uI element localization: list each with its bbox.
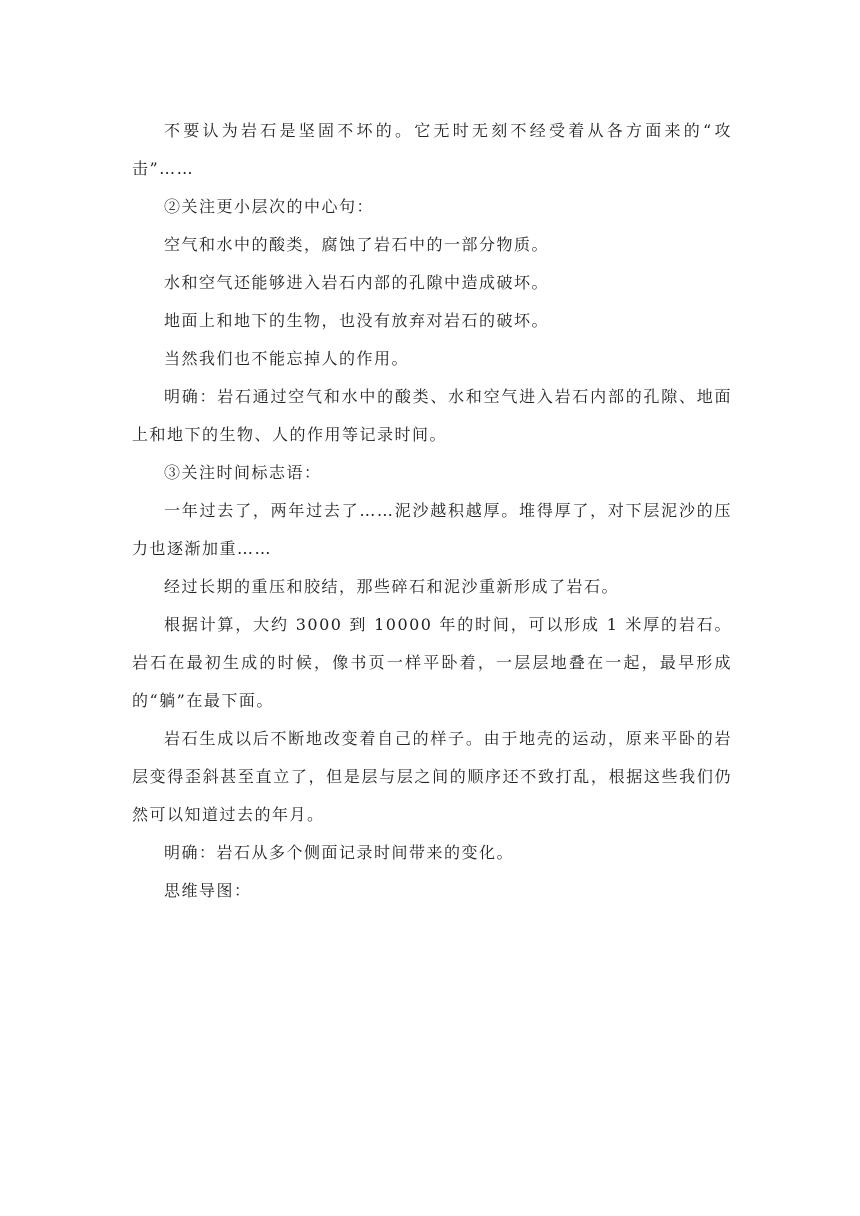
paragraph-rock-attack: 不要认为岩石是坚固不坏的。它无时无刻不经受着从各方面来的“攻击”…… (132, 121, 732, 178)
paragraph-conclusion-1: 明确：岩石通过空气和水中的酸类、水和空气进入岩石内部的孔隙、地面上和地下的生物、人的作用等记录时间。 (132, 387, 732, 444)
heading-mind-map: 思维导图： (164, 881, 252, 900)
paragraph-years-pass: 一年过去了，两年过去了……泥沙越积越厚。堆得厚了，对下层泥沙的压力也逐渐加重…… (132, 501, 732, 558)
document-body (132, 112, 732, 910)
paragraph-water-air-pores: 水和空气还能够进入岩石内部的孔隙中造成破坏。 (164, 273, 550, 292)
paragraph-crust-movement: 岩石生成以后不断地改变着自己的样子。由于地壳的运动，原来平卧的岩层变得歪斜甚至直立了，但是层与层之间的顺序还不致打乱，根据这些我们仍然可以知道过去的年月。 (132, 729, 732, 824)
heading-time-markers: ③关注时间标志语： (164, 463, 322, 482)
paragraph-rock-formation: 经过长期的重压和胶结，那些碎石和泥沙重新形成了岩石。 (164, 577, 620, 596)
paragraph-conclusion-2: 明确：岩石从多个侧面记录时间带来的变化。 (164, 843, 515, 862)
paragraph-calculation: 根据计算，大约 3000 到 10000 年的时间，可以形成 1 米厚的岩石。岩石在最初生成的时候，像书页一样平卧着，一层层地叠在一起，最早形成的“躺”在最下面。 (132, 615, 732, 710)
paragraph-human-role: 当然我们也不能忘掉人的作用。 (164, 349, 410, 368)
paragraph-acid-corrosion: 空气和水中的酸类，腐蚀了岩石中的一部分物质。 (164, 235, 550, 254)
heading-smaller-topic-sentences: ②关注更小层次的中心句： (164, 197, 375, 216)
paragraph-organisms: 地面上和地下的生物，也没有放弃对岩石的破坏。 (164, 311, 550, 330)
